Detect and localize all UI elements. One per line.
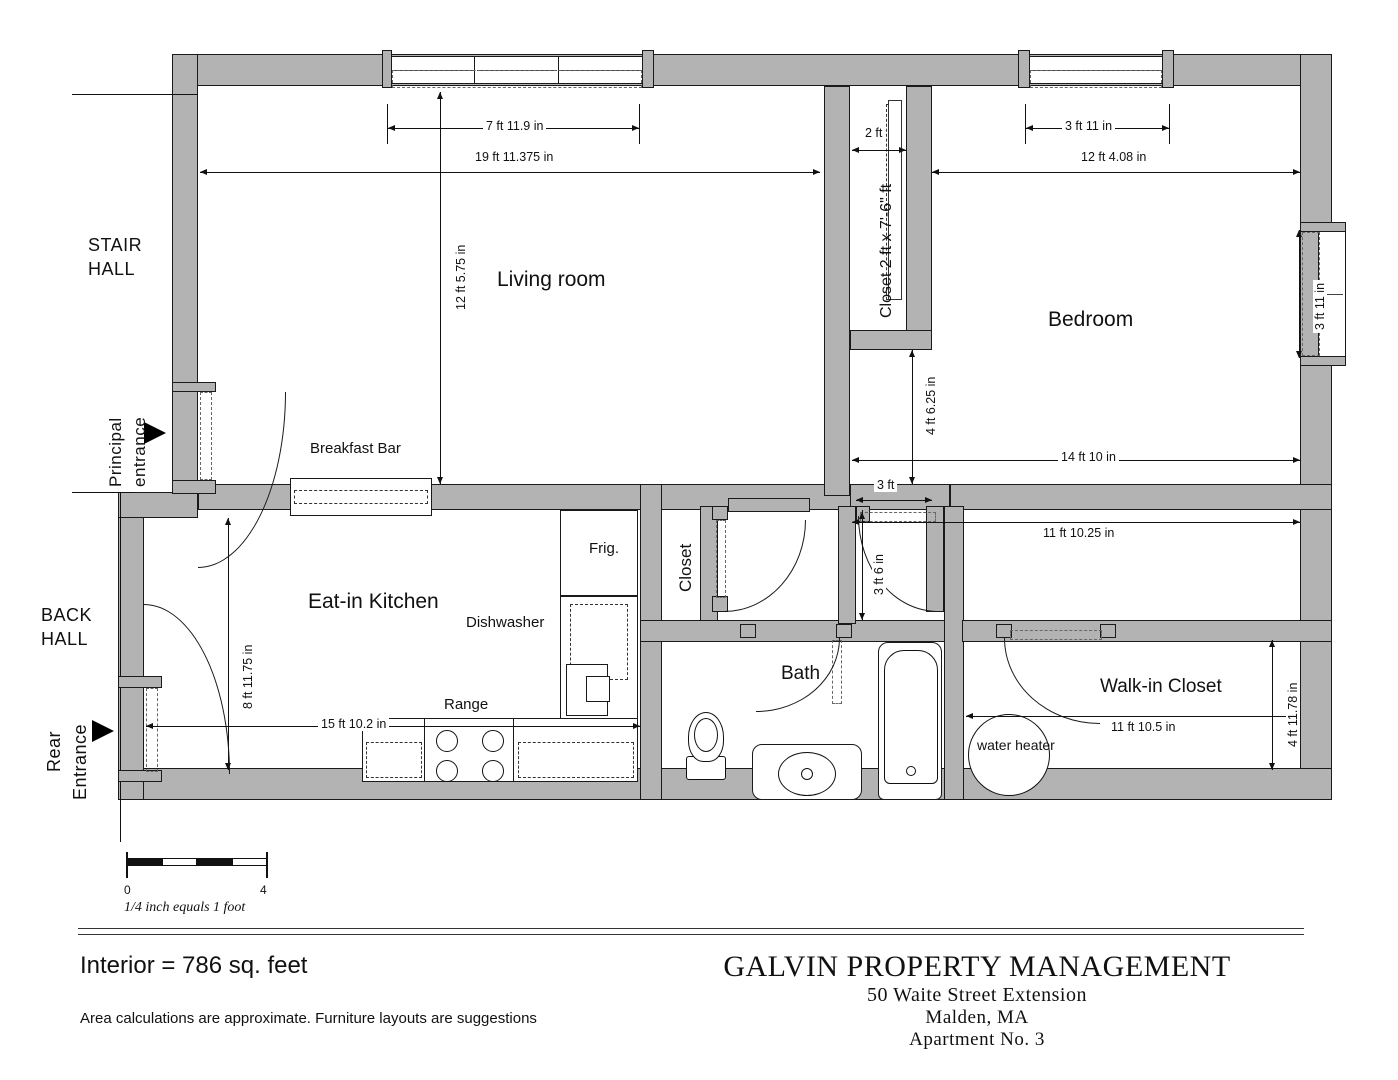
dim-living-overall-arrow-l (200, 169, 207, 175)
dim-kitchen-depth-text: 8 ft 11.75 in (241, 642, 255, 712)
door-principal-jamb-top (172, 382, 216, 392)
breakfast-bar-dash (294, 490, 428, 504)
disclaimer-text: Area calculations are approximate. Furniture layouts are suggestions (80, 1010, 537, 1027)
sink-basin (586, 676, 610, 702)
window-living-jamb-right (642, 50, 654, 88)
wall-closet-right (906, 86, 932, 346)
dim-bedroom-door-arrow-l (856, 497, 863, 503)
scale-tick-left (126, 852, 128, 878)
range-burner-2 (482, 730, 504, 752)
door-walkin-jamb-right (1100, 624, 1116, 638)
dim-bedroom-lower-text: 11 ft 10.25 in (1040, 526, 1117, 540)
company-block (650, 950, 1304, 1051)
dim-walkin-width-text: 11 ft 10.5 in (1108, 720, 1178, 734)
label-range: Range (444, 696, 489, 713)
label-stair-hall-line1: STAIR (88, 235, 143, 255)
dim-kitchen-width-arrow-l (146, 723, 153, 729)
dim-bedroom-door-arrow-r (925, 497, 932, 503)
dim-closet-width-line (852, 150, 906, 151)
wall-closet-door-head (728, 498, 810, 512)
dim-walkin-depth-arrow-d (1269, 763, 1275, 770)
counter-dash-bottom-left (366, 742, 422, 778)
dim-closet-depth-arrow-d (909, 477, 915, 484)
door-principal-swing (198, 392, 286, 568)
window-living-jamb-left (382, 50, 392, 88)
label-rear-entrance-line2: Entrance (70, 723, 90, 800)
window-bedroom-top-sill (1030, 70, 1162, 88)
label-stair-hall-line2: HALL (88, 259, 136, 279)
bathtub-drain (906, 766, 916, 776)
dim-bath-door-arrow-u (859, 512, 865, 519)
door-bath-jamb-right (836, 624, 852, 638)
wall-living-bedroom (824, 86, 850, 496)
footer-rule-bottom (78, 934, 1304, 935)
dim-bedroom-window-text: 3 ft 11 in (1062, 119, 1115, 133)
scale-label-end: 4 (260, 883, 267, 897)
company-unit: Apartment No. 3 (909, 1029, 1045, 1050)
label-rear-entrance-line1: Rear (44, 730, 64, 772)
dim-closet-width-arrow-r (899, 147, 906, 153)
dim-living-window-text: 7 ft 11.9 in (483, 119, 546, 133)
dim-bedroom-window-tick-r (1169, 104, 1170, 144)
dim-living-window-arrow-l (388, 125, 395, 131)
wall-exterior-left-lower (118, 492, 144, 800)
label-back-hall-line2: HALL (41, 629, 89, 649)
dim-bedroom-door-line (856, 500, 932, 501)
dim-walkin-depth-line (1272, 640, 1273, 770)
scale-seg-1 (126, 858, 162, 866)
site-line-vert (120, 492, 121, 842)
wall-bath-right (944, 506, 964, 800)
room-label-kitchen: Eat-in Kitchen (308, 590, 439, 613)
door-closet-jamb (712, 506, 728, 520)
rear-entrance-arrow (92, 720, 114, 742)
dim-living-overall-arrow-r (813, 169, 820, 175)
door-closet-swing (724, 520, 806, 612)
company-address: 50 Waite Street Extension (867, 984, 1087, 1006)
label-principal-entrance-line1: Principal (106, 417, 125, 487)
scale-tick-right (266, 852, 268, 878)
dim-kitchen-depth-arrow-u (225, 518, 231, 525)
window-bedroom-right-jamb-top (1300, 222, 1346, 232)
scale-bar (126, 858, 268, 874)
dim-bedroom-side-line (1299, 230, 1300, 358)
room-label-closet: Closet (676, 543, 695, 592)
sink-drain (801, 768, 813, 780)
dim-living-overall-line (200, 172, 820, 173)
dim-closet-depth-line (912, 350, 913, 484)
dim-bedroom-top-arrow-r (1293, 169, 1300, 175)
dim-bedroom-top-arrow-l (932, 169, 939, 175)
scale-seg-2 (162, 858, 197, 866)
dim-walkin-depth-arrow-u (1269, 640, 1275, 647)
dim-bath-door-line (862, 510, 863, 620)
dim-living-overall-text: 19 ft 11.375 in (472, 150, 556, 164)
toilet-seat (694, 718, 718, 752)
site-line-top (72, 94, 198, 95)
door-bath-jamb-left (740, 624, 756, 638)
dim-bedroom-lower-arrow-r (1293, 519, 1300, 525)
label-refrigerator: Frig. (589, 540, 619, 557)
dim-bedroom-side-arrow-d (1296, 351, 1302, 358)
room-label-bedroom-closet: Closet 2 ft x 7'-6" ft (878, 183, 895, 318)
door-walkin-swing (1004, 638, 1100, 724)
scale-caption: 1/4 inch equals 1 foot (124, 900, 246, 915)
window-bedroom-jamb-right (1162, 50, 1174, 88)
label-back-hall-line1: BACK (41, 605, 93, 625)
dim-living-window-tick-l (387, 104, 388, 144)
door-bedroom-swing (858, 516, 938, 612)
interior-area-text: Interior = 786 sq. feet (80, 952, 308, 979)
dim-living-window-arrow-r (632, 125, 639, 131)
wall-kitchen-bath (640, 484, 662, 800)
dim-living-depth-arrow-d (437, 477, 443, 484)
door-rear-swing (144, 604, 230, 774)
company-name: GALVIN PROPERTY MANAGEMENT (723, 950, 1231, 983)
dim-walkin-depth-text: 4 ft 11.78 in (1286, 680, 1300, 750)
dim-closet-depth-arrow-u (909, 350, 915, 357)
footer-rule-top (78, 928, 1304, 929)
dim-walkin-width-arrow-l (966, 713, 973, 719)
room-label-living-room: Living room (497, 268, 606, 291)
dim-bedroom-lower-arrow-l (852, 519, 859, 525)
room-label-bedroom: Bedroom (1048, 308, 1134, 331)
label-water-heater: water heater (977, 737, 1055, 753)
dim-bedroom-top-text: 12 ft 4.08 in (1078, 150, 1149, 164)
dim-bedroom-window-arrow-r (1162, 125, 1169, 131)
dim-closet-width-text: 2 ft (862, 126, 885, 140)
label-dishwasher: Dishwasher (466, 614, 545, 631)
dim-bedroom-width-text: 14 ft 10 in (1058, 450, 1119, 464)
dim-living-depth-line (440, 92, 441, 484)
wall-closet-bottom (850, 330, 932, 350)
dim-kitchen-width-arrow-r (633, 723, 640, 729)
dim-bedroom-lower-line (852, 522, 1300, 523)
dim-bedroom-window-tick-l (1025, 104, 1026, 144)
scale-seg-3 (197, 858, 232, 866)
dim-living-depth-arrow-u (437, 92, 443, 99)
water-heater-tank (968, 714, 1050, 796)
label-principal-entrance-line2: entrance (130, 416, 149, 487)
room-label-bath: Bath (781, 663, 821, 684)
dim-bedroom-side-arrow-u (1296, 230, 1302, 237)
dim-living-depth-text: 12 ft 5.75 in (454, 242, 468, 313)
wall-jog-left (118, 492, 198, 518)
dim-bedroom-side-text: 3 ft 11 in (1313, 280, 1327, 333)
window-living-sill (392, 70, 642, 88)
wall-exterior-right (1300, 54, 1332, 800)
dim-kitchen-width-text: 15 ft 10.2 in (318, 717, 389, 731)
dim-walkin-width-line (966, 716, 1300, 717)
room-label-walkin-closet: Walk-in Closet (1100, 676, 1222, 697)
dim-closet-depth-text: 4 ft 6.25 in (924, 374, 938, 438)
window-bedroom-right-jamb-bottom (1300, 356, 1346, 366)
label-breakfast-bar: Breakfast Bar (310, 440, 401, 457)
dim-living-window-tick-r (639, 104, 640, 144)
site-line-mid (72, 492, 132, 493)
range-burner-3 (436, 760, 458, 782)
range-burner-1 (436, 730, 458, 752)
dim-bedroom-door-text: 3 ft (874, 478, 897, 492)
dim-kitchen-depth-line (228, 518, 229, 770)
company-city: Malden, MA (925, 1007, 1029, 1028)
dim-kitchen-depth-arrow-d (225, 763, 231, 770)
wall-bedroom-bottom-2 (950, 484, 1332, 510)
range-burner-4 (482, 760, 504, 782)
dim-bath-door-text: 3 ft 6 in (872, 551, 886, 598)
dim-closet-width-arrow-l (852, 147, 859, 153)
dim-bedroom-window-arrow-l (1026, 125, 1033, 131)
dim-bedroom-top-line (932, 172, 1300, 173)
scale-label-start: 0 (124, 883, 131, 897)
dim-bedroom-width-arrow-l (852, 457, 859, 463)
scale-seg-4 (232, 858, 268, 866)
dim-kitchen-width-line (146, 726, 640, 727)
wall-exterior-left-upper (172, 54, 198, 494)
bathtub-inner (884, 650, 938, 784)
counter-dash-bottom-right (518, 742, 634, 778)
dim-bedroom-width-arrow-r (1293, 457, 1300, 463)
dim-bath-door-arrow-d (859, 613, 865, 620)
window-bedroom-jamb-left (1018, 50, 1030, 88)
